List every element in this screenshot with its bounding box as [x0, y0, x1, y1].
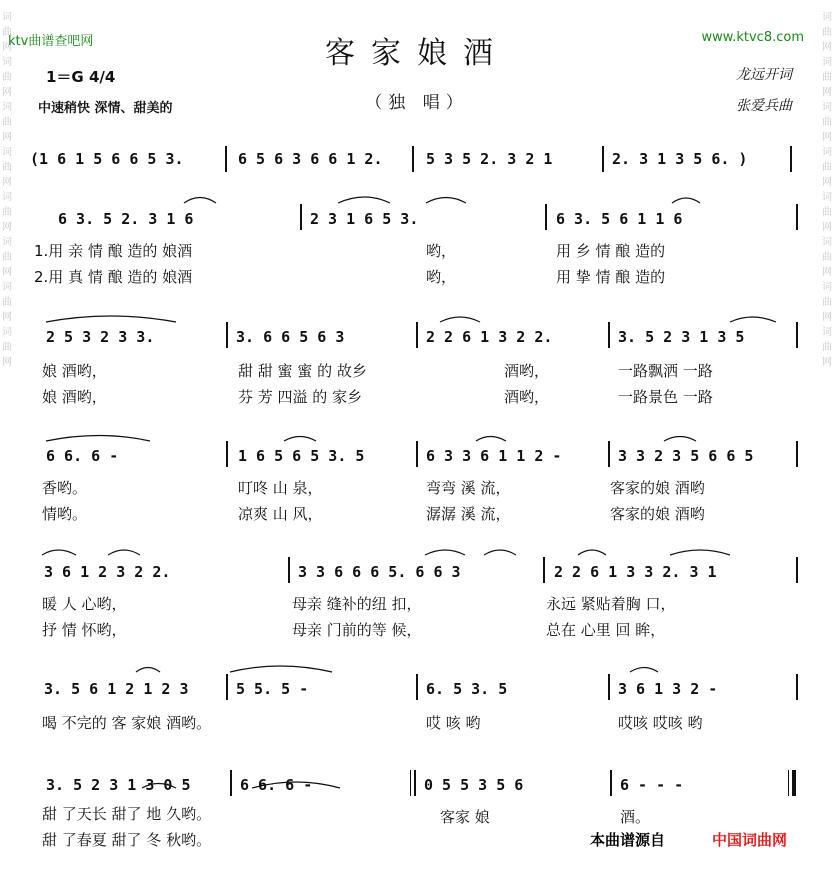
row3-lyric1-c: 弯弯 溪 流，: [426, 479, 511, 497]
row2-lyric2-c: 酒哟，: [504, 388, 550, 406]
row4-lyric1-a: 暖 人 心哟，: [42, 595, 127, 613]
row6-lyric2-a: 甜 了春夏 甜了 冬 秋哟。: [42, 831, 212, 849]
row4-lyric2-c: 总在 心里 回 眸，: [546, 621, 666, 639]
row4-measure-2: 3 3 6 6 6 5. 6 6 3: [298, 563, 461, 581]
barline: [790, 146, 792, 172]
row1-lyric1-a: 1.用 亲 情 酿 造的 娘酒: [34, 242, 193, 260]
row2-lyric2-b: 芬 芳 四溢 的 家乡: [238, 388, 363, 406]
row2-measure-1: 2 5 3 2 3 3.: [46, 328, 155, 346]
row6-measure-3: 0 5 5 3 5 6: [424, 776, 524, 794]
barline: [416, 441, 418, 467]
barline: [416, 322, 418, 348]
barline: [796, 674, 798, 700]
row6-lyric1-c: 酒。: [620, 808, 651, 826]
tempo-marking: 中速稍快 深情、甜美的: [38, 101, 173, 116]
barline: [300, 204, 302, 230]
key-signature: 1＝G 4/4: [46, 68, 116, 86]
barline: [610, 770, 612, 796]
row2-measure-4: 3. 5 2 3 1 3 5: [618, 328, 745, 346]
side-watermark-right: 词曲网词曲网词曲网词曲网词曲网词曲网词曲网词曲网: [822, 12, 832, 368]
row6-measure-1: 3. 5 2 3 1 3 0 5: [46, 776, 191, 794]
source-label: 本曲谱源自: [590, 831, 666, 849]
barline: [608, 674, 610, 700]
row5-measure-1: 3. 5 6 1 2 1 2 3: [44, 680, 189, 698]
row3-lyric1-b: 叮咚 山 泉，: [238, 479, 323, 497]
row5-lyric-a: 喝 不完的 客 家娘 酒哟。: [42, 714, 212, 732]
row2-lyric2-d: 一路景色 一路: [618, 388, 713, 406]
barline: [796, 204, 798, 230]
barline: [608, 322, 610, 348]
repeat-barline: [414, 770, 416, 796]
final-barline: [792, 770, 796, 796]
row5-lyric-c: 哎咳 哎咳 哟: [618, 714, 703, 732]
song-title: 客家娘酒: [325, 36, 509, 71]
row6-lyric1-b: 客家 娘: [440, 808, 490, 826]
barline: [230, 770, 232, 796]
row2-lyric1-b: 甜 甜 蜜 蜜 的 故乡: [238, 362, 367, 380]
barline: [608, 441, 610, 467]
row2-lyric2-a: 娘 酒哟，: [42, 388, 107, 406]
row2-lyric1-a: 娘 酒哟，: [42, 362, 107, 380]
row5-measure-4: 3 6 1 3 2 -: [618, 680, 718, 698]
barline: [226, 441, 228, 467]
composer-credit: 张爱兵曲: [736, 98, 792, 114]
row1-lyric2-c: 用 挚 情 酿 造的: [556, 268, 666, 286]
intro-measure-1: (1 6 1 5 6 6 5 3.: [30, 150, 184, 168]
watermark-left[interactable]: ktv曲谱查吧网: [8, 34, 94, 49]
lyricist-credit: 龙远开词: [736, 67, 792, 83]
row3-lyric1-d: 客家的娘 酒哟: [610, 479, 705, 497]
row3-lyric2-a: 情哟。: [42, 505, 88, 523]
row6-measure-4: 6 - - -: [620, 776, 684, 794]
song-subtitle: （独 唱）: [365, 93, 469, 113]
row1-measure-1: 6 3. 5 2. 3 1 6: [58, 210, 194, 228]
row3-measure-3: 6 3 3 6 1 1 2 -: [426, 447, 562, 465]
barline: [416, 674, 418, 700]
source-link[interactable]: 中国词曲网: [712, 831, 788, 849]
barline: [543, 557, 545, 583]
row4-measure-1: 3 6 1 2 3 2 2.: [44, 563, 171, 581]
barline: [412, 146, 414, 172]
final-barline: [788, 770, 789, 796]
row3-lyric2-c: 潺潺 溪 流，: [426, 505, 511, 523]
row2-measure-2: 3. 6 6 5 6 3: [236, 328, 345, 346]
row1-measure-2: 2 3 1 6 5 3.: [310, 210, 419, 228]
row2-lyric1-c: 酒哟，: [504, 362, 550, 380]
row4-measure-3: 2 2 6 1 3 3 2. 3 1: [554, 563, 717, 581]
barline: [545, 204, 547, 230]
row4-lyric1-c: 永远 紧贴着胸 口，: [546, 595, 676, 613]
row1-lyric1-b: 哟，: [426, 242, 457, 260]
side-watermark-left: 词曲网词曲网词曲网词曲网词曲网词曲网词曲网词曲网: [2, 12, 12, 368]
row2-lyric1-d: 一路飘洒 一路: [618, 362, 713, 380]
barline: [226, 674, 228, 700]
row3-measure-4: 3 3 2 3 5 6 6 5: [618, 447, 754, 465]
intro-measure-4: 2. 3 1 3 5 6. ): [612, 150, 748, 168]
barline: [796, 322, 798, 348]
barline: [602, 146, 604, 172]
barline: [288, 557, 290, 583]
row6-measure-2: 6 6. 6 -: [240, 776, 313, 794]
intro-measure-3: 5 3 5 2. 3 2 1: [426, 150, 553, 168]
row4-lyric1-b: 母亲 缝补的纽 扣，: [292, 595, 422, 613]
row3-measure-1: 6 6. 6 -: [46, 447, 119, 465]
row3-lyric2-d: 客家的娘 酒哟: [610, 505, 705, 523]
row3-lyric2-b: 凉爽 山 风，: [238, 505, 323, 523]
row5-measure-2: 5 5. 5 -: [236, 680, 309, 698]
row1-lyric1-c: 用 乡 情 酿 造的: [556, 242, 666, 260]
barline: [226, 322, 228, 348]
watermark-right[interactable]: www.ktvc8.com: [701, 30, 804, 45]
intro-measure-2: 6 5 6 3 6 6 1 2.: [238, 150, 383, 168]
row1-lyric2-a: 2.用 真 情 酿 造的 娘酒: [34, 268, 193, 286]
barline: [796, 441, 798, 467]
row1-lyric2-b: 哟，: [426, 268, 457, 286]
row3-measure-2: 1 6 5 6 5 3. 5: [238, 447, 365, 465]
row4-lyric2-a: 抒 情 怀哟，: [42, 621, 127, 639]
row5-measure-3: 6. 5 3. 5: [426, 680, 508, 698]
row1-measure-3: 6 3. 5 6 1 1 6: [556, 210, 683, 228]
row6-lyric1-a: 甜 了天长 甜了 地 久哟。: [42, 805, 212, 823]
row2-measure-3: 2 2 6 1 3 2 2.: [426, 328, 553, 346]
row3-lyric1-a: 香哟。: [42, 479, 88, 497]
repeat-barline: [410, 770, 411, 796]
barline: [796, 557, 798, 583]
row4-lyric2-b: 母亲 门前的等 候，: [292, 621, 422, 639]
row5-lyric-b: 哎 咳 哟: [426, 714, 481, 732]
barline: [225, 146, 227, 172]
